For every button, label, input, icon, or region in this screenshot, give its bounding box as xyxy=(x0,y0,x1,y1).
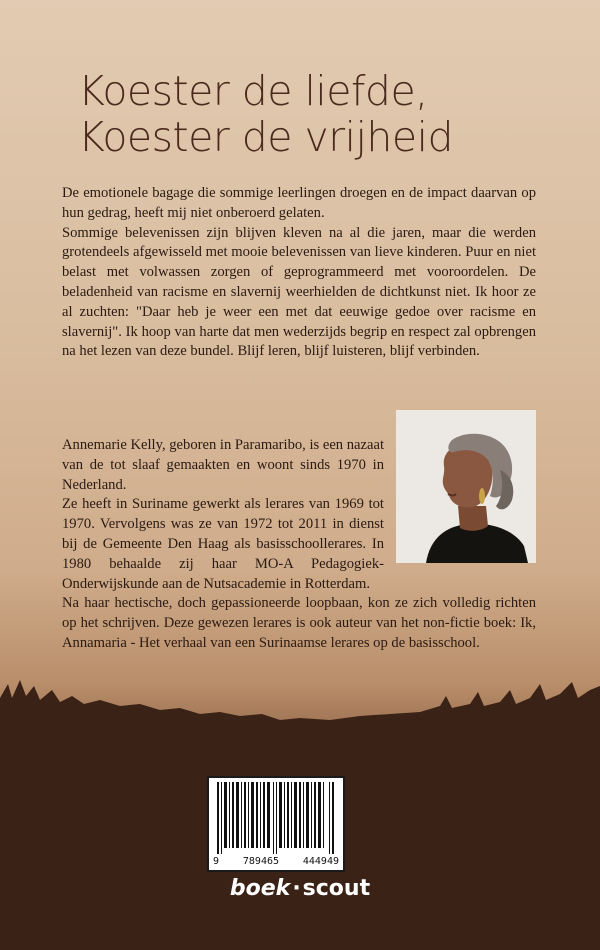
logo-part-1: boek xyxy=(229,876,291,901)
logo-part-2: scout xyxy=(302,876,371,901)
author-photo xyxy=(396,410,536,563)
logo-separator: · xyxy=(292,876,301,901)
bio-paragraph: Na haar hectische, doch gepassioneerde loopbaan, kon ze zich volledig richten op het schrijven. Deze gewezen lerares is ook auteur van het non-fictie boek: Ik, Annamaria - Het verhaal van een Surinaamse lerares op de basisschool. xyxy=(62,595,536,651)
isbn-group-2: 444949 xyxy=(302,856,339,867)
author-bio xyxy=(62,436,536,654)
publisher-logo xyxy=(0,876,600,901)
blurb-paragraph: De emotionele bagage die sommige leerlingen droegen en de impact daarvan op hun gedrag, heeft mij niet onberoerd gelaten. xyxy=(62,185,536,221)
blurb-text xyxy=(62,184,536,362)
isbn-digits xyxy=(213,856,339,867)
bio-paragraph: Annemarie Kelly, geboren in Paramaribo, is een nazaat van de tot slaaf gemaakten en woont sinds 1970 in Nederland. xyxy=(62,437,385,493)
bio-paragraph: Ze heeft in Suriname gewerkt als lerares van 1969 tot 1970. Vervolgens was ze van 1972 tot 2011 in dienst bij de Gemeente Den Haag als basisschoollerares. In 1980 behaalde zij haar MO-A Pedagogiek-Onderwijskunde aan de Nutsacademie in Rotterdam. xyxy=(62,496,384,592)
title-line-2: Koester de vrijheid xyxy=(78,113,454,161)
book-title xyxy=(78,68,578,160)
isbn-group-1: 789465 xyxy=(242,856,280,867)
blurb-paragraph: Sommige belevenissen zijn blijven kleven na al die jaren, maar die werden grotendeels afgewisseld met mooie belevenissen van lieve kinderen. Puur en niet belast met volwassen zorgen of geprogrammeerd met vooroordelen. De beladenheid van racisme en slavernij weerhielden de dichtkunst niet. Ik hoor ze al zuchten: "Daar heb je weer een met dat eeuwige gedoe over racisme en slavernij". Ik hoop van harte dat men wederzijds begrip en respect zal opbrengen na het lezen van deze bundel. Blijf leren, blijf luisteren, blijf verbinden. xyxy=(62,224,536,360)
isbn-lead-digit: 9 xyxy=(213,856,220,867)
isbn-barcode xyxy=(207,776,345,872)
title-line-1: Koester de liefde, xyxy=(78,67,428,115)
